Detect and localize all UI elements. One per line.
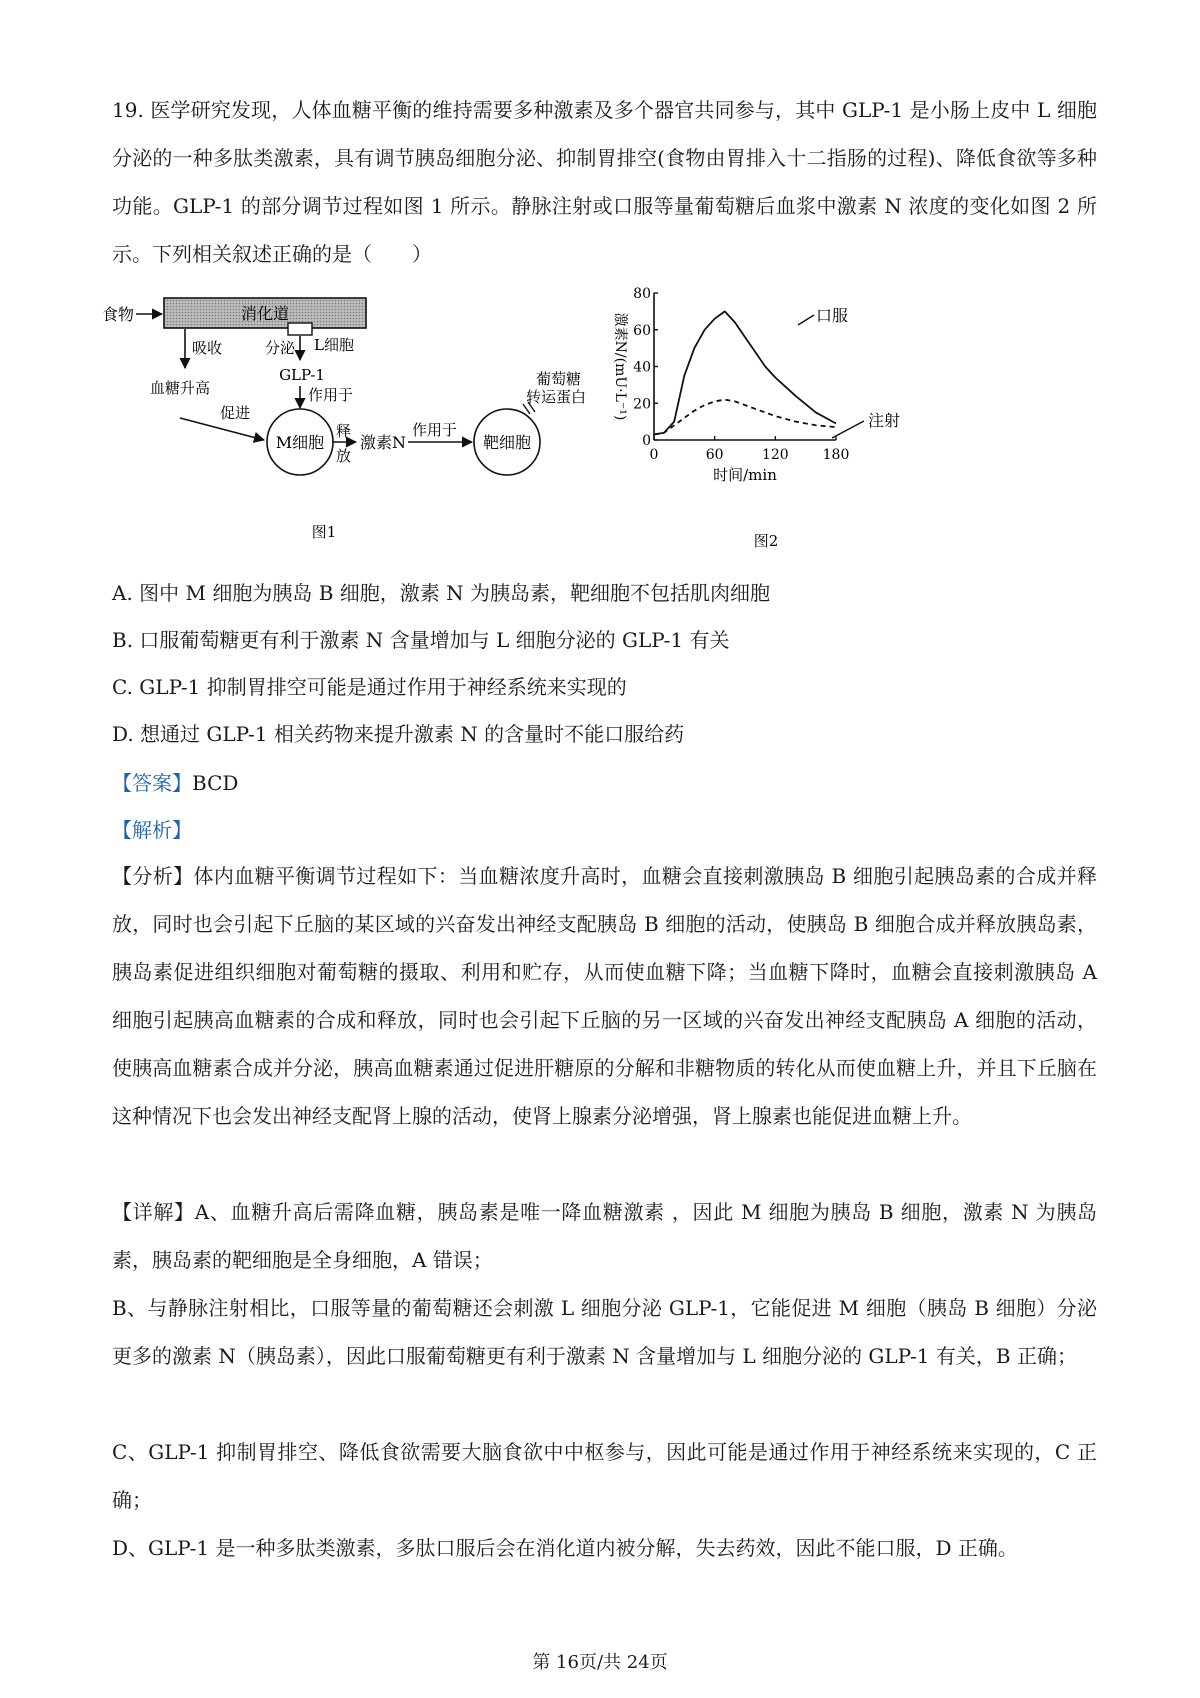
answer-tag: 【答案】 [112,771,192,795]
y-tick-label: 0 [642,433,651,449]
transporter-label: 葡萄糖 转运蛋白 [526,370,587,406]
y-tick-label: 80 [633,286,651,302]
detail-b: B、与静脉注射相比，口服等量的葡萄糖还会刺激 L 细胞分泌 GLP-1，它能促进 M 细胞（胰岛 B 细胞）分泌更多的激素 N（胰岛素），因此口服葡萄糖更有利于激素 N 含量增加与 L 细胞分泌的 GLP-1 有关，B 正确； [112,1296,1097,1368]
injection-series-label: 注射 [868,411,901,430]
blood-sugar-rise-label: 血糖升高 [150,379,211,397]
y-axis-title: 激素N/(mU·L⁻¹) [612,312,628,421]
question-number: 19. [112,98,144,122]
glp1-label: GLP-1 [279,366,325,384]
analysis-tag: 【解析】 [112,818,192,842]
answer-value: BCD [192,771,239,795]
series-line-injection [654,400,836,435]
m-cell-label: M细胞 [275,433,325,452]
release-label: 释 放 [336,422,352,465]
page-footer: 第 16页/共 24页 [532,1652,668,1673]
analysis-paragraph: 【分析】体内血糖平衡调节过程如下：当血糖浓度升高时，血糖会直接刺激胰岛 B 细胞引起胰岛素的合成并释放，同时也会引起下丘脑的某区域的兴奋发出神经支配胰岛 B 细胞的活动，使胰岛 B 细胞合成并释放胰岛素，胰岛素促进组织细胞对葡萄糖的摄取、利用和贮存，从而使血糖下降；当血糖下降时，血糖会直接刺激胰岛 A 细胞引起胰高血糖素的合成和释放，同时也会引起下丘脑的另一区域的兴奋发出神经支配胰岛 A 细胞的活动，使胰高血糖素合成并分泌，胰高血糖素通过促进肝糖原的分解和非糖物质的转化从而使血糖上升，并且下丘脑在这种情况下也会发出神经支配肾上腺的活动，使肾上腺素分泌增强，肾上腺素也能促进血糖上升。 [112,864,1097,1128]
x-tick-label: 60 [705,447,724,463]
figure-1-diagram [100,290,660,550]
l-cell-box [288,323,312,335]
detail-d: D、GLP-1 是一种多肽类激素，多肽口服后会在消化道内被分解，失去药效，因此不能口服，D 正确。 [112,1536,1018,1560]
x-tick-label: 0 [649,447,659,463]
y-tick-label: 60 [633,322,651,339]
injection-leader-line [832,421,864,438]
y-tick-label: 40 [633,359,651,376]
acts-on-label-2: 作用于 [412,421,458,439]
x-tick-label: 120 [761,447,789,463]
option-c: C. GLP-1 抑制胃排空可能是通过作用于神经系统来实现的 [112,675,627,699]
question-text: 医学研究发现，人体血糖平衡的维持需要多种激素及多个器官共同参与，其中 GLP-1 是小肠上皮中 L 细胞分泌的一种多肽类激素，具有调节胰岛细胞分泌、抑制胃排空(食物由胃排入十二指肠的过程)、降低食欲等多种功能。GLP-1 的部分调节过程如图 1 所示。静脉注射或口服等量葡萄糖后血浆中激素 N 浓度的变化如图 2 所示。下列相关叙述正确的是（ ） [112,98,1097,266]
acts-on-label-1: 作用于 [308,386,354,404]
question-stem [112,86,1097,278]
figure-1-caption: 图1 [311,523,337,541]
detail-a: 【详解】A、血糖升高后需降血糖，胰岛素是唯一降血糖激素 ，因此 M 细胞为胰岛 B 细胞，激素 N 为胰岛素，胰岛素的靶细胞是全身细胞，A 错误； [112,1200,1097,1272]
detail-c: C、GLP-1 抑制胃排空、降低食欲需要大脑食欲中中枢参与，因此可能是通过作用于神经系统来实现的，C 正确； [112,1440,1097,1512]
option-d: D. 想通过 GLP-1 相关药物来提升激素 N 的含量时不能口服给药 [112,722,685,746]
x-tick-label: 180 [822,447,850,463]
digestive-tract-label: 消化道 [240,304,290,323]
x-axis-title: 时间/min [713,466,777,484]
answer-line [112,769,238,797]
food-label: 食物 [102,305,135,324]
target-cell-label: 靶细胞 [482,433,532,452]
figure-2-chart [612,275,950,565]
hormone-n-label: 激素N [360,433,407,452]
absorb-label: 吸收 [192,339,223,357]
l-cell-label: L细胞 [314,336,354,354]
oral-series-label: 口服 [816,306,849,325]
secrete-label: 分泌 [265,339,296,357]
oral-leader-line [798,315,814,325]
y-tick-label: 20 [633,396,651,413]
promote-label: 促进 [220,404,251,422]
option-a: A. 图中 M 细胞为胰岛 B 细胞，激素 N 为胰岛素，靶细胞不包括肌肉细胞 [112,581,770,605]
series-line-oral [654,311,836,434]
figure-2-caption: 图2 [753,532,779,550]
option-b: B. 口服葡萄糖更有利于激素 N 含量增加与 L 细胞分泌的 GLP-1 有关 [112,628,730,652]
